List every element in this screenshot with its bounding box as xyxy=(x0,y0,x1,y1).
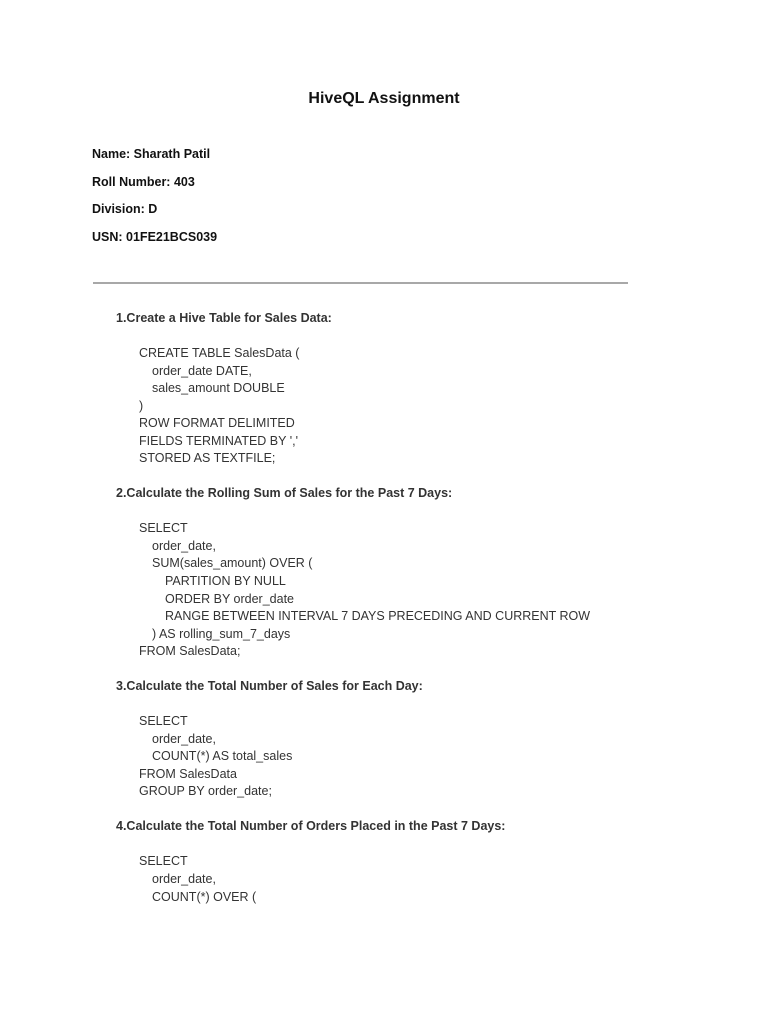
code-line: order_date, xyxy=(152,731,216,746)
code-line: SELECT xyxy=(139,714,188,729)
code-block xyxy=(139,853,736,906)
assignment-content xyxy=(116,310,736,924)
code-line: RANGE BETWEEN INTERVAL 7 DAYS PRECEDING AND CURRENT ROW xyxy=(165,609,591,624)
student-info xyxy=(92,146,217,256)
code-line: ORDER BY order_date xyxy=(165,591,294,606)
code-block xyxy=(139,345,736,468)
code-line: sales_amount DOUBLE xyxy=(152,381,285,396)
code-line: SELECT xyxy=(139,854,188,869)
code-line: COUNT(*) OVER ( xyxy=(152,889,257,904)
code-line: COUNT(*) AS total_sales xyxy=(152,749,293,764)
info-roll-number: Roll Number: 403 xyxy=(92,174,195,189)
code-line: order_date, xyxy=(152,871,216,886)
code-line: FROM SalesData xyxy=(139,766,237,781)
section-heading: 1.Create a Hive Table for Sales Data: xyxy=(116,311,332,325)
info-name: Name: Sharath Patil xyxy=(92,147,211,161)
code-line: ROW FORMAT DELIMITED xyxy=(139,416,295,431)
info-usn: USN: 01FE21BCS039 xyxy=(92,229,218,244)
code-line: CREATE TABLE SalesData ( xyxy=(139,346,300,360)
code-line: FIELDS TERMINATED BY ',' xyxy=(139,433,298,448)
code-line: STORED AS TEXTFILE; xyxy=(139,451,276,466)
code-line: order_date, xyxy=(152,538,216,553)
code-block xyxy=(139,520,736,660)
code-line: GROUP BY order_date; xyxy=(139,784,272,799)
code-line: ) AS rolling_sum_7_days xyxy=(152,626,291,641)
info-division: Division: D xyxy=(92,202,158,216)
code-line: ) xyxy=(139,398,144,413)
code-line: PARTITION BY NULL xyxy=(165,573,286,588)
code-block xyxy=(139,713,736,801)
code-line: SUM(sales_amount) OVER ( xyxy=(152,556,313,571)
section-heading: 4.Calculate the Total Number of Orders Placed in the Past 7 Days: xyxy=(116,819,506,834)
section-heading: 2.Calculate the Rolling Sum of Sales for the Past 7 Days: xyxy=(116,486,453,501)
code-line: order_date DATE, xyxy=(152,363,252,378)
code-line: FROM SalesData; xyxy=(139,644,241,659)
section-heading: 3.Calculate the Total Number of Sales for Each Day: xyxy=(116,679,423,694)
document-title: HiveQL Assignment xyxy=(308,90,460,107)
code-line: SELECT xyxy=(139,521,188,536)
horizontal-divider xyxy=(93,282,628,284)
